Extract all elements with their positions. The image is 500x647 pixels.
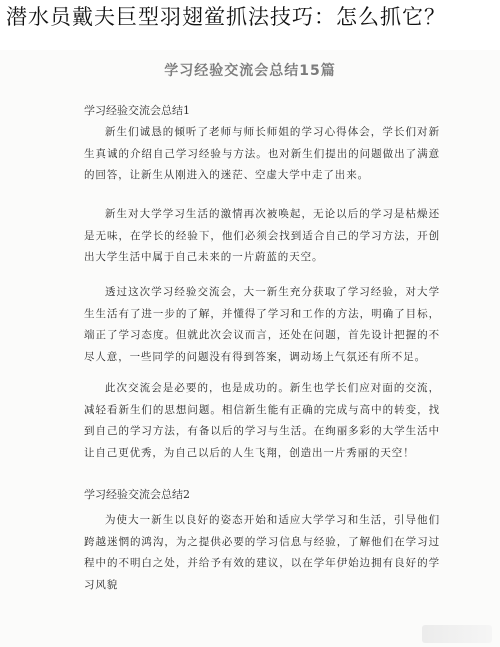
paragraph: 为使大一新生以良好的姿态开始和适应大学学习和生活，引导他们跨越迷惘的鸿沟，为之提供必要的学习信息与经验，了解他们在学习过程中的不明白之处，并给予有效的建议，以在学年伊始边拥有良好的学习风貌 (84, 514, 440, 591)
section-heading: 学习经验交流会总结2 (84, 488, 190, 501)
paragraph: 此次交流会是必要的，也是成功的。新生也学长们应对面的交流，减轻看新生们的思想问题。相信新生能有正确的完成与高中的转变，找到自己的学习方法，有备以后的学习与生活。在绚丽多彩的大学生活中让自己更优秀，为自己以后的人生飞翔，创造出一片秀丽的天空！ (84, 382, 440, 459)
paragraph: 新生对大学学习生活的激情再次被唤起，无论以后的学习是枯燥还是无味，在学长的经验下，他们必须会找到适合自己的学习方法，开创出大学生活中属于自己未来的一片蔚蓝的天空。 (84, 208, 440, 263)
section-heading: 学习经验交流会总结1 (84, 104, 190, 117)
document-scan (0, 50, 500, 647)
document-title: 学习经验交流会总结15篇 (164, 63, 336, 79)
paragraph: 透过这次学习经验交流会，大一新生充分获取了学习经验，对大学生生活有了进一步的了解，并懂得了学习和工作的方法，明确了目标，端正了学习态度。但就此次会议而言，还处在问题，首先设计把握的不尽人意，一些同学的问题没有得到答案，调动场上气氛还有所不足。 (84, 286, 440, 363)
watermark-logo (422, 625, 492, 643)
page-heading: 潜水员戴夫巨型羽翅鲎抓法技巧：怎么抓它？ (6, 5, 446, 29)
paragraph: 新生们诚恳的倾听了老师与师长师姐的学习心得体会，学长们对新生真诚的介绍自己学习经验与方法。也对新生们提出的问题做出了满意的回答，让新生从刚进入的迷茫、空虚大学中走了出来。 (84, 126, 440, 181)
